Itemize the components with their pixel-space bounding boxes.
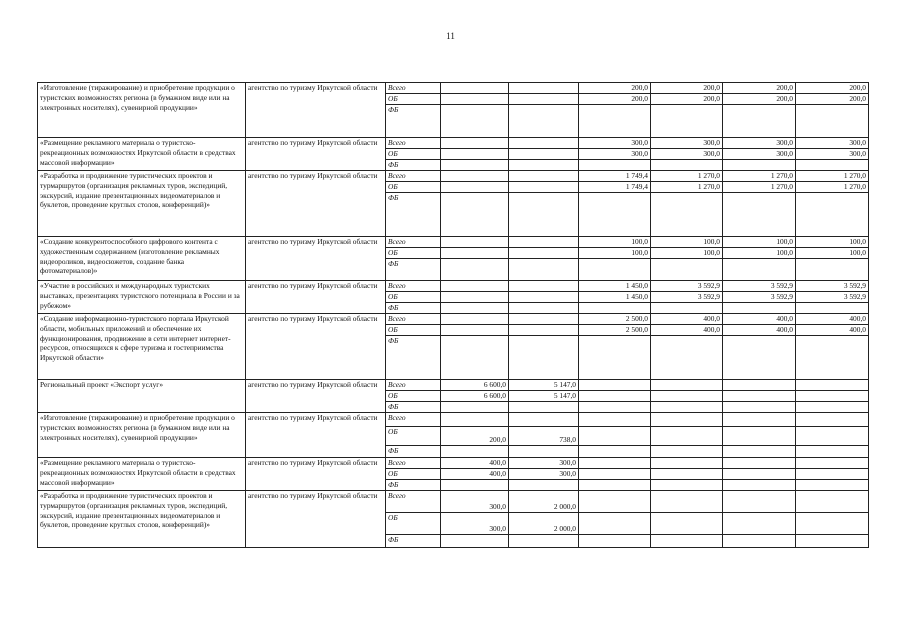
amount-cell	[723, 105, 796, 138]
table-row	[38, 458, 869, 469]
amount-cell	[441, 94, 509, 105]
amount-cell: 1 270,0	[723, 171, 796, 182]
amount-cell	[509, 105, 579, 138]
amount-cell	[441, 138, 509, 149]
amount-cell	[651, 535, 723, 548]
amount-cell: 3 592,9	[723, 281, 796, 292]
amount-cell	[651, 105, 723, 138]
amount-cell: 100,0	[723, 248, 796, 259]
table-row	[38, 314, 869, 325]
responsible-agency-cell: агентство по туризму Иркутской области	[246, 413, 386, 458]
event-name-cell: «Изготовление (тиражирование) и приобретение продукции о туристских возможностях региона (в бумажном виде или на электронных носителях), сувенирной продукции»	[38, 83, 246, 138]
event-name-cell: Региональный проект «Экспорт услуг»	[38, 380, 246, 413]
funding-source-cell: ФБ	[386, 105, 441, 138]
amount-cell: 400,0	[651, 314, 723, 325]
amount-cell: 300,0	[723, 149, 796, 160]
amount-cell	[509, 314, 579, 325]
amount-cell: 1 270,0	[796, 182, 869, 193]
amount-cell: 6 600,0	[441, 380, 509, 391]
funding-source-cell: Всего	[386, 171, 441, 182]
funding-source-cell: ОБ	[386, 292, 441, 303]
amount-cell: 1 450,0	[579, 281, 651, 292]
amount-cell	[796, 458, 869, 469]
amount-cell	[579, 303, 651, 314]
responsible-agency-cell: агентство по туризму Иркутской области	[246, 237, 386, 281]
amount-cell	[509, 281, 579, 292]
amount-cell	[579, 259, 651, 281]
amount-cell	[509, 413, 579, 427]
table-row	[38, 237, 869, 248]
amount-cell: 3 592,9	[796, 292, 869, 303]
amount-cell	[723, 193, 796, 237]
amount-cell	[509, 248, 579, 259]
amount-cell	[509, 402, 579, 413]
amount-cell	[723, 469, 796, 480]
funding-source-cell: Всего	[386, 491, 441, 513]
funding-source-cell: Всего	[386, 281, 441, 292]
amount-cell: 2 500,0	[579, 314, 651, 325]
amount-cell	[796, 402, 869, 413]
amount-cell	[441, 83, 509, 94]
table-row	[38, 83, 869, 94]
amount-cell: 200,0	[579, 83, 651, 94]
funding-source-cell: ФБ	[386, 535, 441, 548]
amount-cell	[441, 314, 509, 325]
amount-cell	[441, 105, 509, 138]
event-name-cell: «Участие в российских и международных туристских выставках, презентациях туристского потенциала в России и за рубежом»	[38, 281, 246, 314]
amount-cell: 300,0	[651, 149, 723, 160]
amount-cell: 400,0	[796, 314, 869, 325]
amount-cell	[796, 380, 869, 391]
funding-source-cell: ФБ	[386, 193, 441, 237]
funding-source-cell: ФБ	[386, 336, 441, 380]
amount-cell	[723, 336, 796, 380]
table-row	[38, 491, 869, 513]
amount-cell	[796, 413, 869, 427]
amount-cell	[441, 325, 509, 336]
responsible-agency-cell: агентство по туризму Иркутской области	[246, 491, 386, 548]
amount-cell	[441, 480, 509, 491]
amount-cell	[723, 402, 796, 413]
amount-cell: 300,0	[723, 138, 796, 149]
amount-cell: 3 592,9	[651, 281, 723, 292]
amount-cell: 3 592,9	[651, 292, 723, 303]
funding-source-cell: ФБ	[386, 259, 441, 281]
table-row	[38, 171, 869, 182]
amount-cell: 200,0	[579, 94, 651, 105]
funding-source-cell: ОБ	[386, 427, 441, 446]
funding-source-cell: ОБ	[386, 513, 441, 535]
amount-cell	[579, 480, 651, 491]
amount-cell: 5 147,0	[509, 391, 579, 402]
amount-cell	[723, 513, 796, 535]
amount-cell	[651, 491, 723, 513]
responsible-agency-cell: агентство по туризму Иркутской области	[246, 380, 386, 413]
funding-source-cell: Всего	[386, 314, 441, 325]
event-name-cell: «Разработка и продвижение туристических проектов и турмаршрутов (организация рекламных туров, экспедиций, экскурсий, издание презентационных видеоматериалов и буклетов, проведение круглых столов, конференций)»	[38, 491, 246, 548]
amount-cell	[441, 446, 509, 458]
event-name-cell: «Размещение рекламного материала о туристско-рекреационных возможностях Иркутской области в средствах массовой информации»	[38, 458, 246, 491]
amount-cell	[796, 513, 869, 535]
amount-cell	[579, 513, 651, 535]
amount-cell: 200,0	[723, 94, 796, 105]
responsible-agency-cell: агентство по туризму Иркутской области	[246, 458, 386, 491]
amount-cell	[579, 105, 651, 138]
amount-cell	[579, 193, 651, 237]
amount-cell	[723, 458, 796, 469]
amount-cell	[651, 480, 723, 491]
amount-cell	[796, 105, 869, 138]
amount-cell	[509, 193, 579, 237]
amount-cell	[509, 292, 579, 303]
amount-cell	[796, 446, 869, 458]
amount-cell	[651, 458, 723, 469]
funding-source-cell: ФБ	[386, 446, 441, 458]
amount-cell: 300,0	[796, 138, 869, 149]
amount-cell	[723, 446, 796, 458]
budget-table	[37, 82, 869, 548]
amount-cell	[796, 535, 869, 548]
amount-cell	[509, 303, 579, 314]
amount-cell: 100,0	[796, 248, 869, 259]
amount-cell	[509, 160, 579, 171]
amount-cell: 400,0	[796, 325, 869, 336]
funding-source-cell: Всего	[386, 83, 441, 94]
amount-cell	[509, 138, 579, 149]
amount-cell	[651, 193, 723, 237]
amount-cell	[441, 171, 509, 182]
amount-cell	[509, 237, 579, 248]
amount-cell: 100,0	[796, 237, 869, 248]
table-row	[38, 413, 869, 427]
funding-source-cell: Всего	[386, 138, 441, 149]
funding-source-cell: Всего	[386, 237, 441, 248]
amount-cell	[723, 160, 796, 171]
amount-cell	[509, 325, 579, 336]
amount-cell	[579, 336, 651, 380]
amount-cell	[651, 259, 723, 281]
funding-source-cell: ФБ	[386, 402, 441, 413]
amount-cell: 1 749,4	[579, 182, 651, 193]
amount-cell	[441, 149, 509, 160]
amount-cell: 1 270,0	[723, 182, 796, 193]
amount-cell	[796, 469, 869, 480]
amount-cell	[796, 391, 869, 402]
amount-cell	[579, 413, 651, 427]
amount-cell	[441, 535, 509, 548]
amount-cell	[441, 237, 509, 248]
amount-cell	[651, 380, 723, 391]
amount-cell	[509, 446, 579, 458]
amount-cell	[579, 491, 651, 513]
amount-cell	[651, 469, 723, 480]
amount-cell	[723, 480, 796, 491]
amount-cell: 100,0	[579, 248, 651, 259]
amount-cell	[579, 427, 651, 446]
amount-cell	[509, 83, 579, 94]
amount-cell	[579, 402, 651, 413]
amount-cell	[441, 281, 509, 292]
amount-cell: 1 450,0	[579, 292, 651, 303]
amount-cell	[441, 292, 509, 303]
amount-cell: 400,0	[441, 469, 509, 480]
amount-cell	[651, 391, 723, 402]
amount-cell	[651, 303, 723, 314]
amount-cell	[509, 535, 579, 548]
amount-cell: 2 500,0	[579, 325, 651, 336]
amount-cell	[651, 402, 723, 413]
amount-cell: 200,0	[651, 83, 723, 94]
amount-cell	[509, 336, 579, 380]
amount-cell: 300,0	[509, 458, 579, 469]
amount-cell: 1 270,0	[651, 171, 723, 182]
amount-cell: 200,0	[723, 83, 796, 94]
amount-cell: 300,0	[441, 491, 509, 513]
amount-cell	[796, 491, 869, 513]
amount-cell: 400,0	[651, 325, 723, 336]
amount-cell: 100,0	[651, 248, 723, 259]
amount-cell	[441, 259, 509, 281]
amount-cell	[509, 182, 579, 193]
amount-cell	[509, 480, 579, 491]
amount-cell	[579, 446, 651, 458]
amount-cell	[723, 391, 796, 402]
amount-cell	[441, 303, 509, 314]
amount-cell	[441, 182, 509, 193]
amount-cell: 100,0	[579, 237, 651, 248]
table-row	[38, 138, 869, 149]
amount-cell	[509, 149, 579, 160]
event-name-cell: «Изготовление (тиражирование) и приобретение продукции о туристских возможностях региона (в бумажном виде или на электронных носителях), сувенирной продукции»	[38, 413, 246, 458]
event-name-cell: «Создание конкурентоспособного цифрового контента с художественным содержанием (изготовление рекламных видеороликов, видеосюжетов, создание банка фотоматериалов)»	[38, 237, 246, 281]
amount-cell: 200,0	[796, 94, 869, 105]
amount-cell	[579, 458, 651, 469]
funding-source-cell: ОБ	[386, 149, 441, 160]
event-name-cell: «Разработка и продвижение туристических проектов и турмаршрутов (организация рекламных туров, экспедиций, экскурсий, издание презентационных видеоматериалов и буклетов, проведение круглых столов, конференций)»	[38, 171, 246, 237]
amount-cell: 300,0	[509, 469, 579, 480]
amount-cell	[441, 413, 509, 427]
table-row	[38, 281, 869, 292]
amount-cell	[651, 413, 723, 427]
amount-cell	[723, 413, 796, 427]
funding-source-cell: ОБ	[386, 182, 441, 193]
page-number: 11	[446, 31, 455, 41]
amount-cell: 300,0	[579, 149, 651, 160]
amount-cell	[651, 513, 723, 535]
amount-cell: 1 749,4	[579, 171, 651, 182]
amount-cell	[796, 336, 869, 380]
funding-source-cell: ОБ	[386, 469, 441, 480]
amount-cell: 200,0	[651, 94, 723, 105]
amount-cell	[579, 391, 651, 402]
amount-cell: 6 600,0	[441, 391, 509, 402]
amount-cell	[723, 535, 796, 548]
amount-cell	[723, 380, 796, 391]
responsible-agency-cell: агентство по туризму Иркутской области	[246, 281, 386, 314]
event-name-cell: «Создание информационно-туристского портала Иркутской области, мобильных приложений и обеспечение их функционирования, продвижение в сети интернет интернет-ресурсов, относящихся к сфере туризма и гостеприимства Иркутской области»	[38, 314, 246, 380]
amount-cell	[579, 469, 651, 480]
amount-cell	[509, 94, 579, 105]
amount-cell	[651, 427, 723, 446]
amount-cell: 5 147,0	[509, 380, 579, 391]
funding-source-cell: ОБ	[386, 325, 441, 336]
amount-cell	[723, 427, 796, 446]
funding-source-cell: ОБ	[386, 94, 441, 105]
amount-cell: 2 000,0	[509, 513, 579, 535]
amount-cell	[441, 193, 509, 237]
funding-source-cell: ОБ	[386, 248, 441, 259]
amount-cell	[796, 480, 869, 491]
amount-cell: 300,0	[651, 138, 723, 149]
amount-cell: 3 592,9	[723, 292, 796, 303]
amount-cell	[579, 535, 651, 548]
amount-cell: 300,0	[579, 138, 651, 149]
amount-cell: 3 592,9	[796, 281, 869, 292]
responsible-agency-cell: агентство по туризму Иркутской области	[246, 83, 386, 138]
amount-cell	[651, 446, 723, 458]
amount-cell	[579, 380, 651, 391]
amount-cell	[796, 160, 869, 171]
amount-cell: 200,0	[796, 83, 869, 94]
amount-cell: 300,0	[796, 149, 869, 160]
amount-cell	[579, 160, 651, 171]
amount-cell: 100,0	[723, 237, 796, 248]
amount-cell: 400,0	[723, 314, 796, 325]
amount-cell	[723, 259, 796, 281]
amount-cell: 2 000,0	[509, 491, 579, 513]
funding-source-cell: Всего	[386, 413, 441, 427]
amount-cell: 300,0	[441, 513, 509, 535]
amount-cell	[441, 160, 509, 171]
amount-cell: 200,0	[441, 427, 509, 446]
funding-source-cell: Всего	[386, 380, 441, 391]
funding-source-cell: ФБ	[386, 480, 441, 491]
funding-source-cell: ОБ	[386, 391, 441, 402]
amount-cell	[441, 336, 509, 380]
event-name-cell: «Размещение рекламного материала о туристско-рекреационных возможностях Иркутской области в средствах массовой информации»	[38, 138, 246, 171]
amount-cell: 1 270,0	[796, 171, 869, 182]
funding-source-cell: Всего	[386, 458, 441, 469]
amount-cell: 400,0	[723, 325, 796, 336]
responsible-agency-cell: агентство по туризму Иркутской области	[246, 314, 386, 380]
amount-cell	[509, 259, 579, 281]
amount-cell	[723, 303, 796, 314]
amount-cell	[796, 303, 869, 314]
responsible-agency-cell: агентство по туризму Иркутской области	[246, 171, 386, 237]
amount-cell	[441, 402, 509, 413]
funding-source-cell: ФБ	[386, 303, 441, 314]
amount-cell	[651, 336, 723, 380]
amount-cell: 400,0	[441, 458, 509, 469]
responsible-agency-cell: агентство по туризму Иркутской области	[246, 138, 386, 171]
amount-cell: 1 270,0	[651, 182, 723, 193]
funding-source-cell: ФБ	[386, 160, 441, 171]
amount-cell	[651, 160, 723, 171]
amount-cell	[723, 491, 796, 513]
table-row	[38, 380, 869, 391]
amount-cell: 100,0	[651, 237, 723, 248]
amount-cell: 738,0	[509, 427, 579, 446]
amount-cell	[796, 193, 869, 237]
amount-cell	[796, 427, 869, 446]
amount-cell	[796, 259, 869, 281]
amount-cell	[441, 248, 509, 259]
amount-cell	[509, 171, 579, 182]
